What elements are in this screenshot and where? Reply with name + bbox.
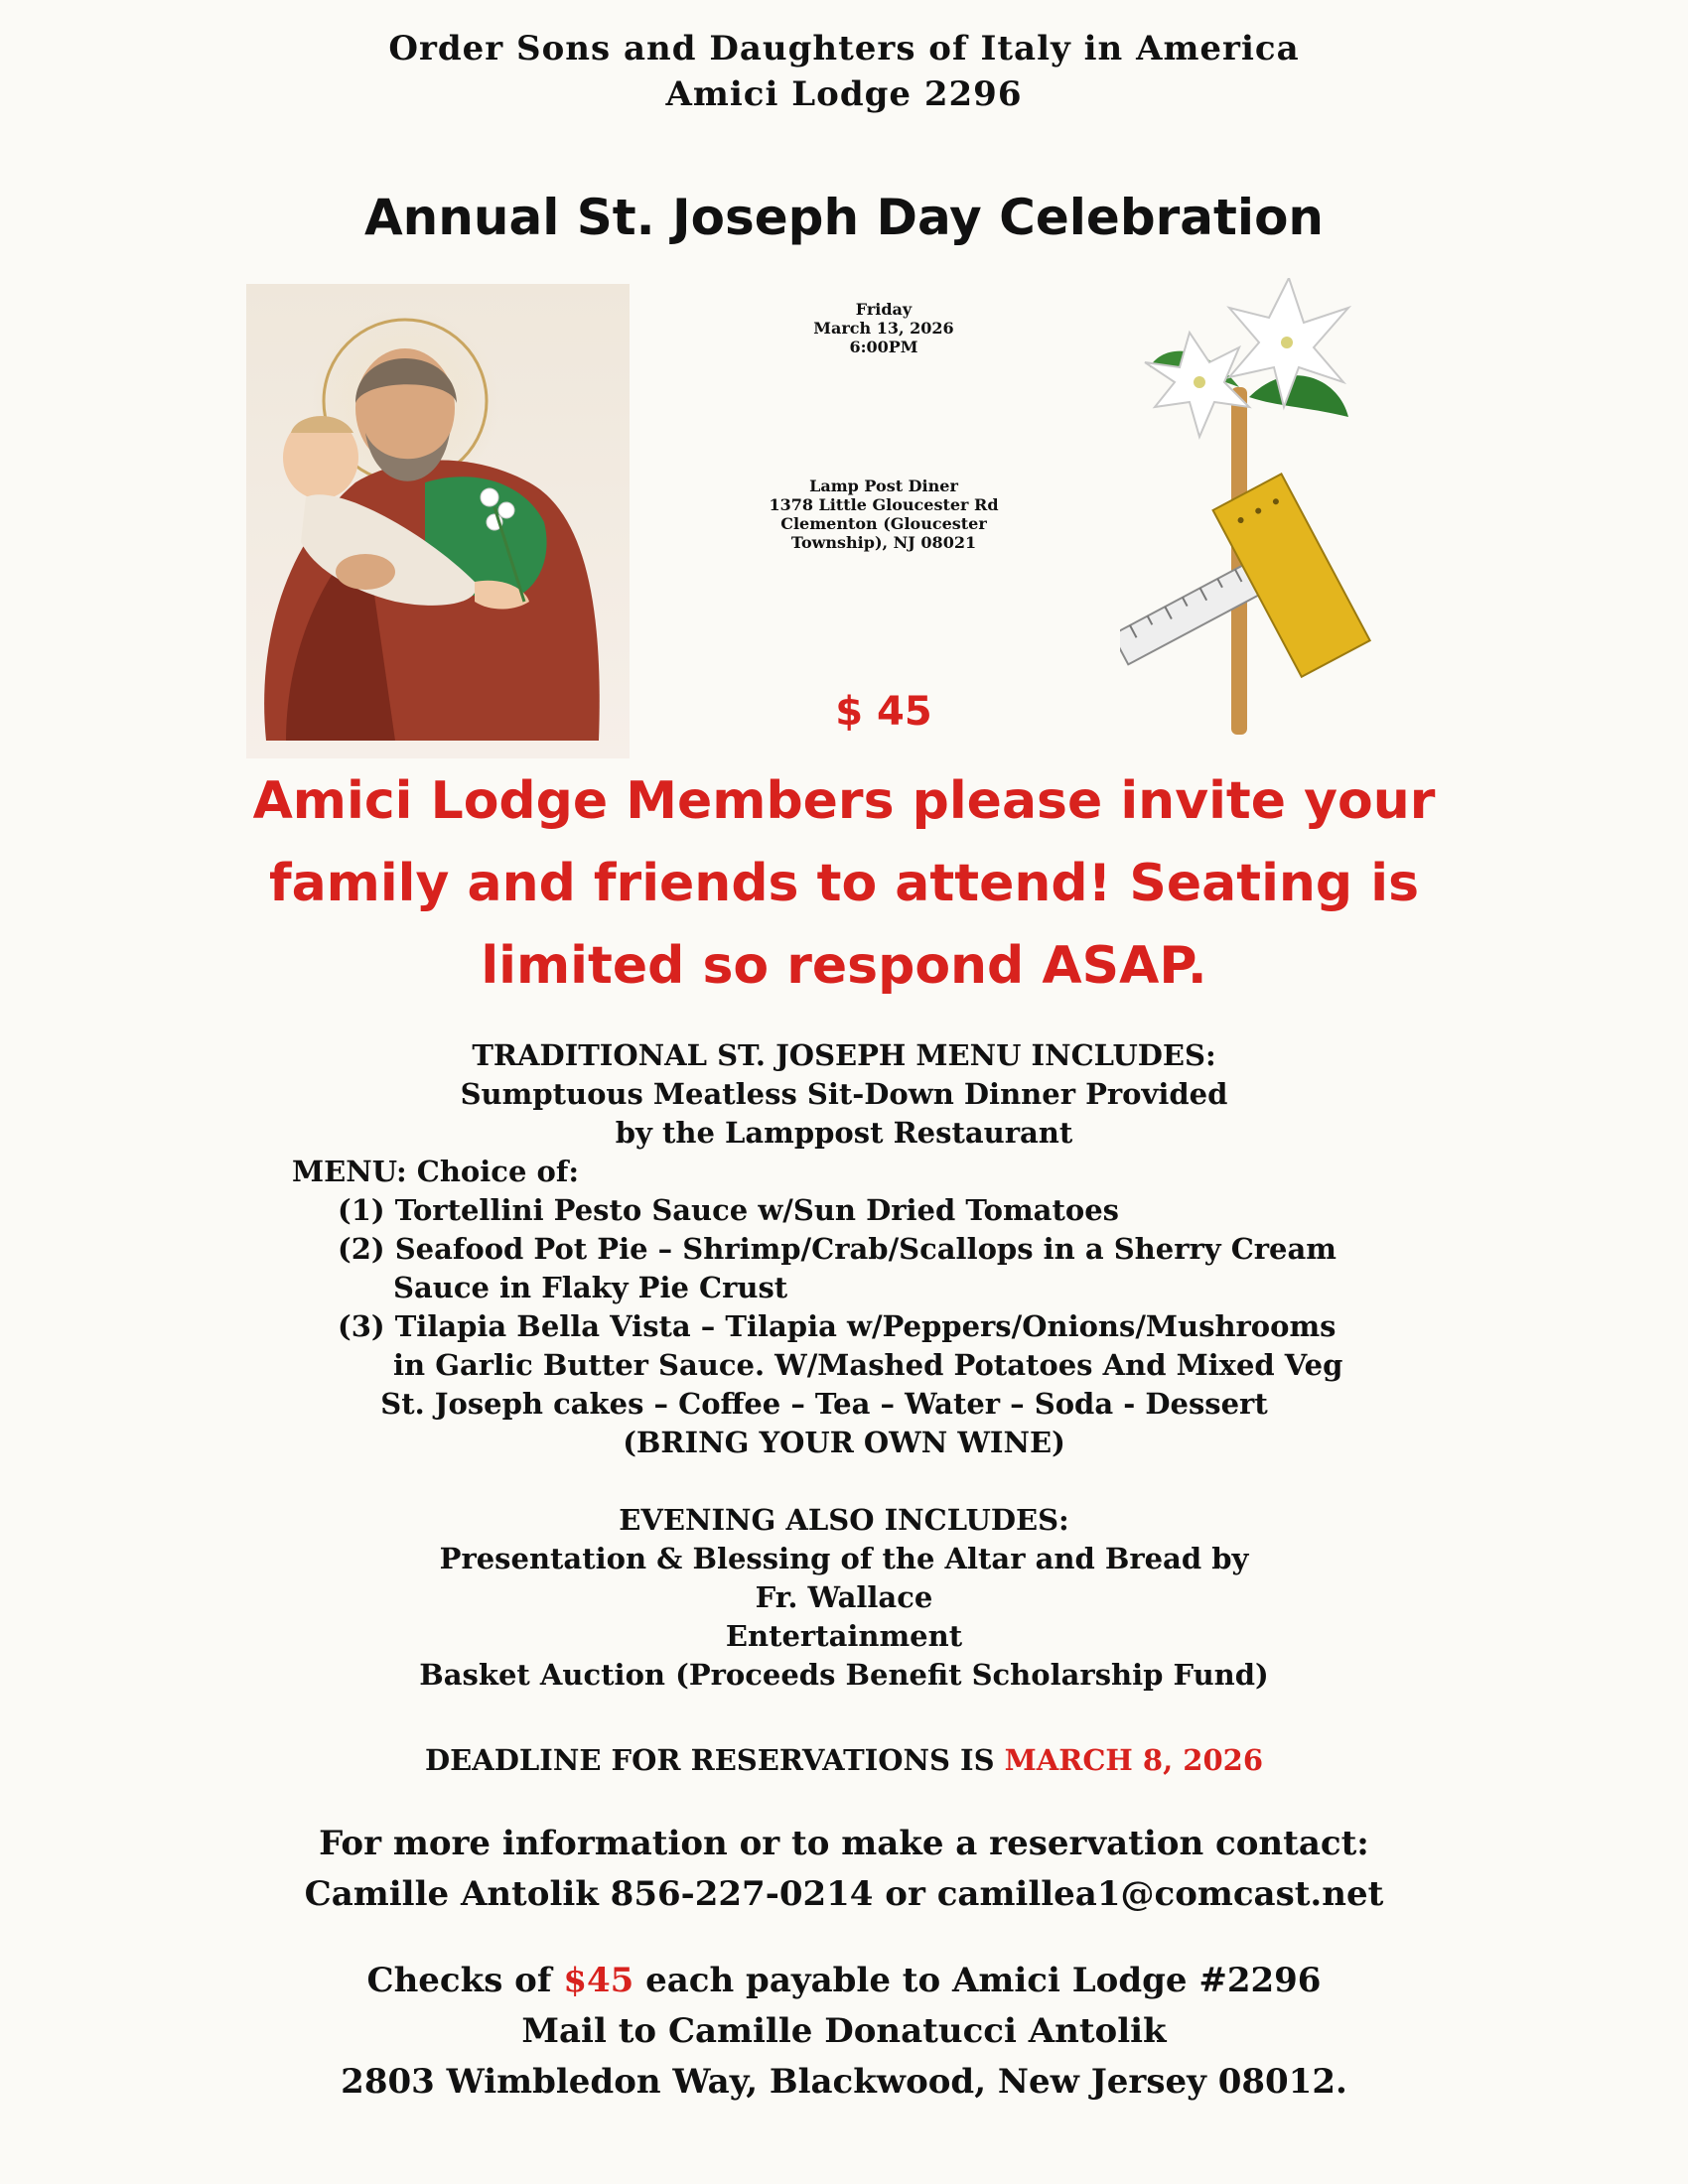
st-joseph-image [246,284,630,758]
appeal-line2: family and friends to attend! Seating is [268,854,1420,913]
menu-item-1: (1) Tortellini Pesto Sauce w/Sun Dried Tomatoes [338,1193,1119,1227]
menu-section [0,1036,1688,1462]
org-name: Order Sons and Daughters of Italy in America [388,29,1300,68]
payment-line1 [0,1956,1688,2006]
payment-post: each payable to Amici Lodge #2296 [633,1961,1322,2000]
contact-line2: Camille Antolik 856-227-0214 or camillea1@comcast.net [304,1874,1384,1914]
menu-byow: (BRING YOUR OWN WINE) [623,1426,1065,1459]
evening-line3: Entertainment [725,1619,963,1653]
contact-section [0,1819,1688,1920]
appeal-line3: limited so respond ASAP. [481,936,1207,996]
page-title: Annual St. Joseph Day Celebration [363,189,1325,246]
event-datetime [635,300,1132,356]
deadline-label: DEADLINE FOR RESERVATIONS IS [424,1743,1005,1777]
evening-line4: Basket Auction (Proceeds Benefit Scholarship Fund) [419,1658,1269,1692]
deadline-date: MARCH 8, 2026 [1004,1743,1264,1777]
appeal-line1: Amici Lodge Members please invite your [252,771,1436,831]
venue-address-line2: Clementon (Gloucester [780,514,987,533]
payment-pre: Checks of [366,1961,564,2000]
contact-line1: For more information or to make a reservation contact: [319,1824,1369,1863]
ticket-price: $ 45 [835,689,932,735]
menu-subheading-1: Sumptuous Meatless Sit-Down Dinner Provided [460,1077,1228,1111]
menu-item-3: (3) Tilapia Bella Vista – Tilapia w/Peppers/Onions/Mushrooms [338,1309,1336,1343]
menu-item-2: (2) Seafood Pot Pie – Shrimp/Crab/Scallops in a Sherry Cream [338,1232,1336,1266]
event-day: Friday [855,300,913,319]
payment-mail-to: Mail to Camille Donatucci Antolik [521,2011,1167,2051]
event-time: 6:00PM [849,338,918,356]
menu-heading: TRADITIONAL ST. JOSEPH MENU INCLUDES: [472,1038,1216,1072]
evening-line1: Presentation & Blessing of the Altar and Bread by [439,1542,1249,1575]
menu-choice-label: MENU: Choice of: [292,1155,580,1188]
menu-item-3-cont: in Garlic Butter Sauce. W/Mashed Potatoes And Mixed Veg [393,1348,1343,1382]
event-date: March 13, 2026 [813,319,954,338]
menu-extras: St. Joseph cakes – Coffee – Tea – Water – Soda - Dessert [380,1387,1268,1421]
event-location [635,477,1132,552]
evening-line2: Fr. Wallace [755,1580,933,1614]
venue-address-line1: 1378 Little Gloucester Rd [769,495,999,514]
payment-section [0,1956,1688,2108]
menu-item-2-cont: Sauce in Flaky Pie Crust [393,1271,788,1304]
lily-carpenter-image [1120,278,1418,745]
reservation-deadline [0,1741,1688,1780]
evening-section [0,1501,1688,1695]
payment-address: 2803 Wimbledon Way, Blackwood, New Jersey 08012. [341,2062,1347,2102]
invitation-appeal [0,760,1688,1008]
payment-amount: $45 [563,1961,634,2000]
st-joseph-illustration [246,284,630,758]
organization-header [0,26,1688,117]
menu-subheading-2: by the Lamppost Restaurant [615,1116,1073,1150]
venue-address-line3: Township), NJ 08021 [790,533,977,552]
evening-heading: EVENING ALSO INCLUDES: [619,1503,1069,1537]
venue-name: Lamp Post Diner [809,477,958,495]
lodge-name: Amici Lodge 2296 [665,74,1023,114]
lily-square-illustration [1120,278,1418,745]
